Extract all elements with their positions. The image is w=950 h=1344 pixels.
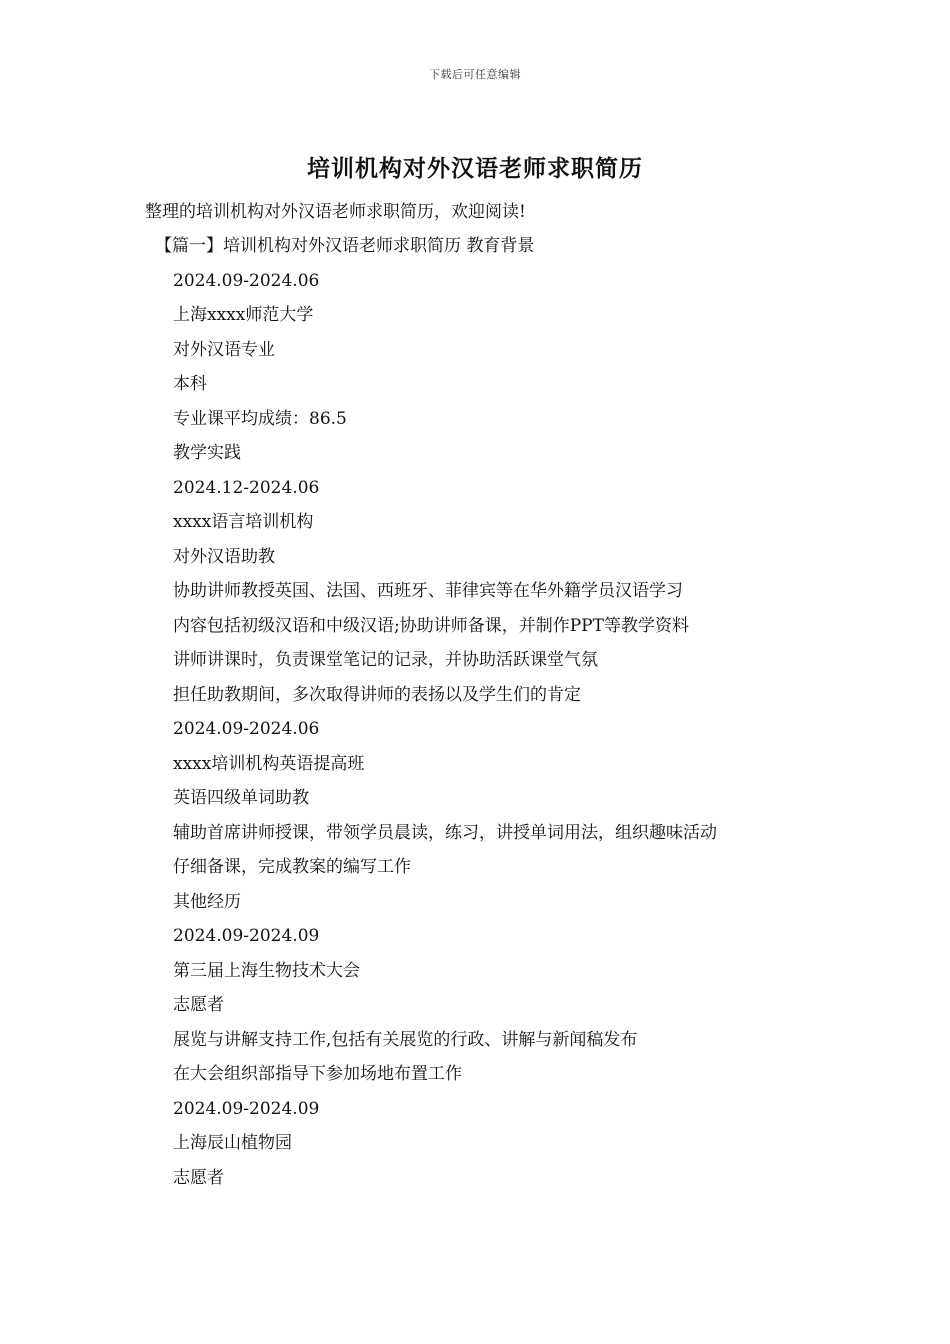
practice-1-duty: 担任助教期间，多次取得讲师的表扬以及学生们的肯定 (173, 684, 581, 705)
practice-2-date: 2024.09-2024.06 (173, 719, 320, 739)
education-school: 上海xxxx师范大学 (173, 305, 314, 325)
document-title: 培训机构对外汉语老师求职简历 (307, 155, 643, 182)
section-heading-line: 【篇一】培训机构对外汉语老师求职简历 教育背景 (155, 236, 535, 256)
intro-paragraph: 整理的培训机构对外汉语老师求职简历，欢迎阅读! (145, 202, 526, 222)
education-date: 2024.09-2024.06 (173, 270, 320, 291)
practice-1-org: xxxx语言培训机构 (173, 512, 314, 532)
education-major: 对外汉语专业 (173, 339, 275, 360)
section-teaching-practice: 教学实践 (173, 443, 241, 463)
practice-2-org: xxxx培训机构英语提高班 (173, 753, 365, 774)
practice-1-duty: 讲师讲课时，负责课堂笔记的记录，并协助活跃课堂气氛 (173, 650, 598, 670)
resume-body (155, 233, 895, 1199)
practice-1-date: 2024.12-2024.06 (173, 477, 320, 498)
other-1-duty: 展览与讲解支持工作,包括有关展览的行政、讲解与新闻稿发布 (173, 1029, 638, 1050)
practice-1-role: 对外汉语助教 (173, 546, 275, 567)
education-degree: 本科 (173, 374, 207, 394)
other-1-org: 第三届上海生物技术大会 (173, 960, 360, 981)
practice-2-duty: 仔细备课，完成教案的编写工作 (173, 857, 411, 877)
education-gpa: 专业课平均成绩：86.5 (173, 408, 347, 429)
practice-2-role: 英语四级单词助教 (173, 788, 309, 808)
section-other-experience: 其他经历 (173, 891, 241, 912)
practice-2-duty: 辅助首席讲师授课，带领学员晨读，练习，讲授单词用法，组织趣味活动 (173, 822, 717, 843)
page-header-note: 下载后可任意编辑 (429, 68, 521, 81)
practice-1-duty: 内容包括初级汉语和中级汉语;协助讲师备课，并制作PPT等教学资料 (173, 615, 689, 636)
other-1-duty: 在大会组织部指导下参加场地布置工作 (173, 1064, 462, 1084)
other-2-date: 2024.09-2024.09 (173, 1098, 320, 1119)
other-1-role: 志愿者 (173, 995, 224, 1015)
other-2-org: 上海辰山植物园 (173, 1133, 292, 1153)
other-2-role: 志愿者 (173, 1167, 224, 1188)
practice-1-duty: 协助讲师教授英国、法国、西班牙、菲律宾等在华外籍学员汉语学习 (173, 581, 683, 601)
other-1-date: 2024.09-2024.09 (173, 926, 320, 946)
